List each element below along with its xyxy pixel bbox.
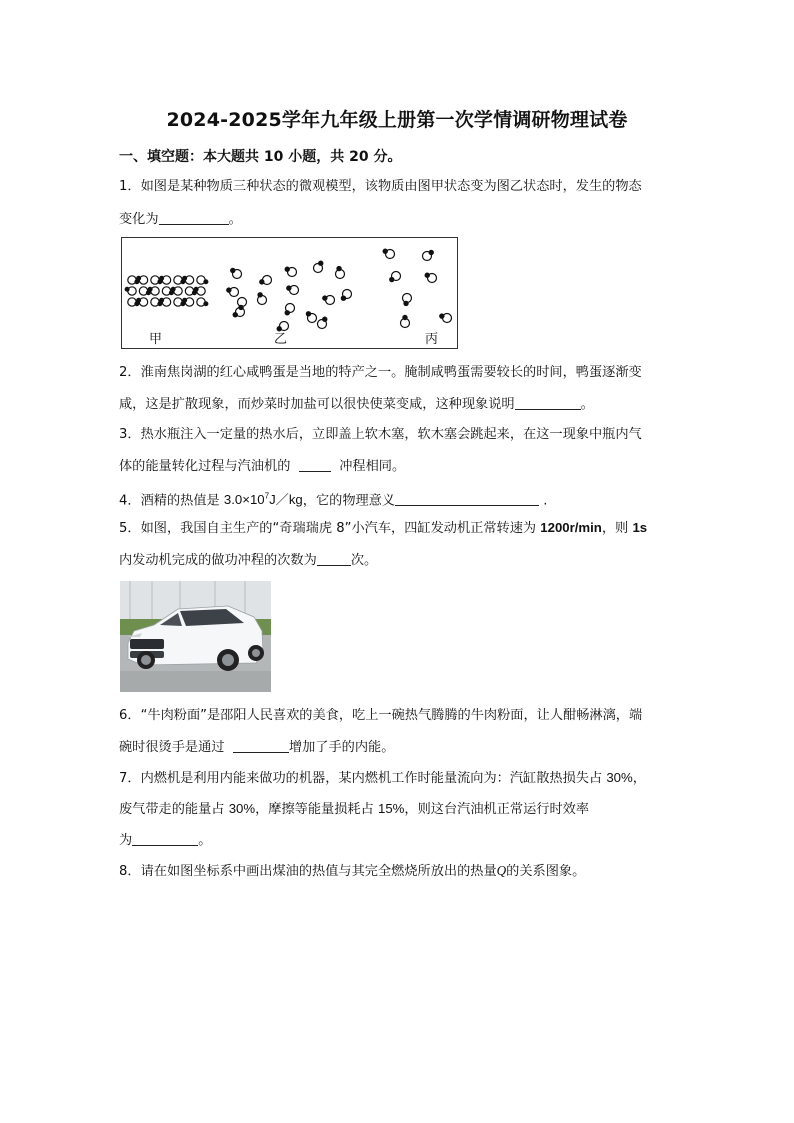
molecule	[230, 268, 241, 279]
question-1-text: 如图是某种物质三种状态的微观模型，该物质由图甲状态变为图乙状态时，发生的物态	[140, 179, 642, 194]
molecule	[125, 287, 137, 295]
question-7-text-post: ，则这台汽油机正常运行时效率	[404, 802, 590, 817]
question-7-text-3: 为	[119, 833, 133, 848]
heat-value: $3.0\times 10^7J/kg$	[223, 492, 303, 508]
molecule	[306, 311, 317, 322]
question-1-text-2: 变化为	[119, 212, 159, 227]
molecule	[257, 292, 266, 304]
molecule	[439, 313, 451, 322]
molecule	[401, 315, 410, 328]
question-1-line-2	[119, 210, 242, 229]
question-3-text: 热水瓶注入一定量的热水后，立即盖上软木塞，软木塞会跳起来，在这一现象中瓶内气	[140, 427, 642, 442]
label-yi: 乙	[274, 332, 288, 347]
molecule	[336, 266, 345, 279]
states-of-matter-figure	[121, 237, 458, 349]
car-photo	[120, 581, 271, 692]
question-4-number: 4．	[119, 493, 141, 509]
molecule	[318, 317, 328, 329]
question-7-number: 7．	[119, 771, 141, 786]
molecule	[226, 287, 238, 296]
question-7-end: 。	[198, 833, 212, 848]
question-6-line-1	[119, 707, 642, 725]
question-6-line-2	[119, 738, 394, 757]
question-5-text-2: 内发动机完成的做功冲程的次数为	[119, 553, 317, 568]
question-5-text-mid: ，则	[601, 521, 629, 536]
molecule	[197, 298, 209, 306]
question-7-text-mid: ，摩擦等能量损耗占	[255, 802, 374, 817]
answer-blank-2[interactable]	[515, 395, 581, 410]
question-4-end: .	[543, 493, 548, 509]
answer-blank-7[interactable]	[132, 831, 198, 846]
section-heading: 一、填空题：本大题共 10 小题，共 20 分。	[119, 149, 402, 165]
heat-symbol: Q	[496, 863, 507, 878]
molecule	[341, 290, 352, 301]
percent-friction: 15%	[378, 801, 405, 816]
question-7-text: 内燃机是利用内能来做功的机器，某内燃机工作时能量流向为：汽缸散热损失占	[140, 771, 603, 786]
question-7-comma: ，	[632, 771, 646, 786]
answer-blank-4[interactable]	[395, 491, 539, 506]
question-2-number: 2．	[119, 365, 141, 380]
question-5-number: 5．	[119, 521, 141, 536]
question-3-end: 冲程相同。	[339, 459, 406, 474]
molecule	[403, 294, 412, 307]
question-6-text-2: 碗时很烫手是通过	[119, 740, 225, 755]
question-4-line	[119, 488, 548, 510]
question-3-text-2: 体的能量转化过程与汽油机的	[119, 459, 291, 474]
molecule	[285, 304, 295, 316]
time-value: 1s	[632, 520, 648, 535]
question-7-line-3	[119, 831, 211, 850]
gas-state-molecules	[383, 249, 452, 328]
question-6-number: 6．	[119, 708, 141, 723]
molecule	[423, 250, 434, 261]
question-3-line-1	[119, 426, 642, 444]
question-5-end: 次。	[350, 553, 378, 568]
molecule	[259, 276, 271, 285]
percent-cylinder: 30%	[606, 770, 633, 785]
question-2-text-2: 咸，这是扩散现象，而炒菜时加盐可以很快使菜变咸，这种现象说明	[119, 397, 515, 412]
molecule	[197, 276, 209, 284]
molecule	[389, 272, 400, 283]
question-2-end: 。	[580, 397, 594, 412]
molecule-model-diagram	[122, 238, 456, 347]
answer-blank-3[interactable]	[299, 457, 331, 472]
question-3-line-2	[119, 457, 405, 476]
question-7-line-1	[119, 769, 646, 788]
question-8-text: 请在如图坐标系中画出煤油的热值与其完全燃烧所放出的热量	[140, 864, 497, 879]
question-2-line-1	[119, 364, 642, 382]
answer-blank-5[interactable]	[317, 551, 351, 566]
solid-state-molecules	[125, 276, 209, 307]
label-jia: 甲	[149, 332, 163, 347]
answer-blank-6[interactable]	[233, 738, 289, 753]
liquid-state-molecules	[226, 261, 351, 332]
molecule	[314, 261, 324, 273]
question-4-text-2: ，它的物理意义	[302, 493, 396, 509]
question-7-text-2: 废气带走的能量占	[119, 802, 225, 817]
engine-speed: 1200r/min	[540, 520, 602, 535]
question-5-line-1	[119, 519, 647, 538]
answer-blank-1[interactable]	[159, 210, 229, 225]
percent-exhaust: 30%	[228, 801, 256, 816]
question-2-text: 淮南焦岗湖的红心咸鸭蛋是当地的特产之一。腌制咸鸭蛋需要较长的时间，鸭蛋逐渐变	[140, 365, 642, 380]
question-6-end: 增加了手的内能。	[288, 740, 395, 755]
molecule	[383, 249, 395, 259]
molecule	[285, 267, 297, 277]
question-7-line-2	[119, 800, 589, 819]
question-1-end: 。	[228, 212, 242, 227]
question-8-line	[119, 862, 585, 881]
molecule	[322, 295, 334, 304]
molecule	[425, 273, 437, 283]
question-2-line-2	[119, 395, 594, 414]
molecule	[286, 285, 298, 294]
question-1-line-1	[119, 178, 642, 196]
page-title: 2024-2025学年九年级上册第一次学情调研物理试卷	[166, 109, 628, 131]
question-3-number: 3．	[119, 427, 141, 442]
label-bing: 丙	[425, 332, 439, 347]
question-5-text: 如图，我国自主生产的“奇瑞瑞虎 8”小汽车，四缸发动机正常转速为	[140, 521, 537, 536]
question-6-text: “牛肉粉面”是邵阳人民喜欢的美食，吃上一碗热气腾腾的牛肉粉面，让人酣畅淋漓，端	[140, 708, 643, 723]
question-8-end: 的关系图象。	[506, 864, 586, 879]
molecule	[238, 298, 247, 311]
question-5-line-2	[119, 551, 377, 570]
question-8-number: 8．	[119, 864, 141, 879]
question-4-text: 酒精的热值是	[140, 493, 220, 509]
car-illustration	[120, 581, 271, 692]
question-1-number: 1．	[119, 179, 141, 194]
